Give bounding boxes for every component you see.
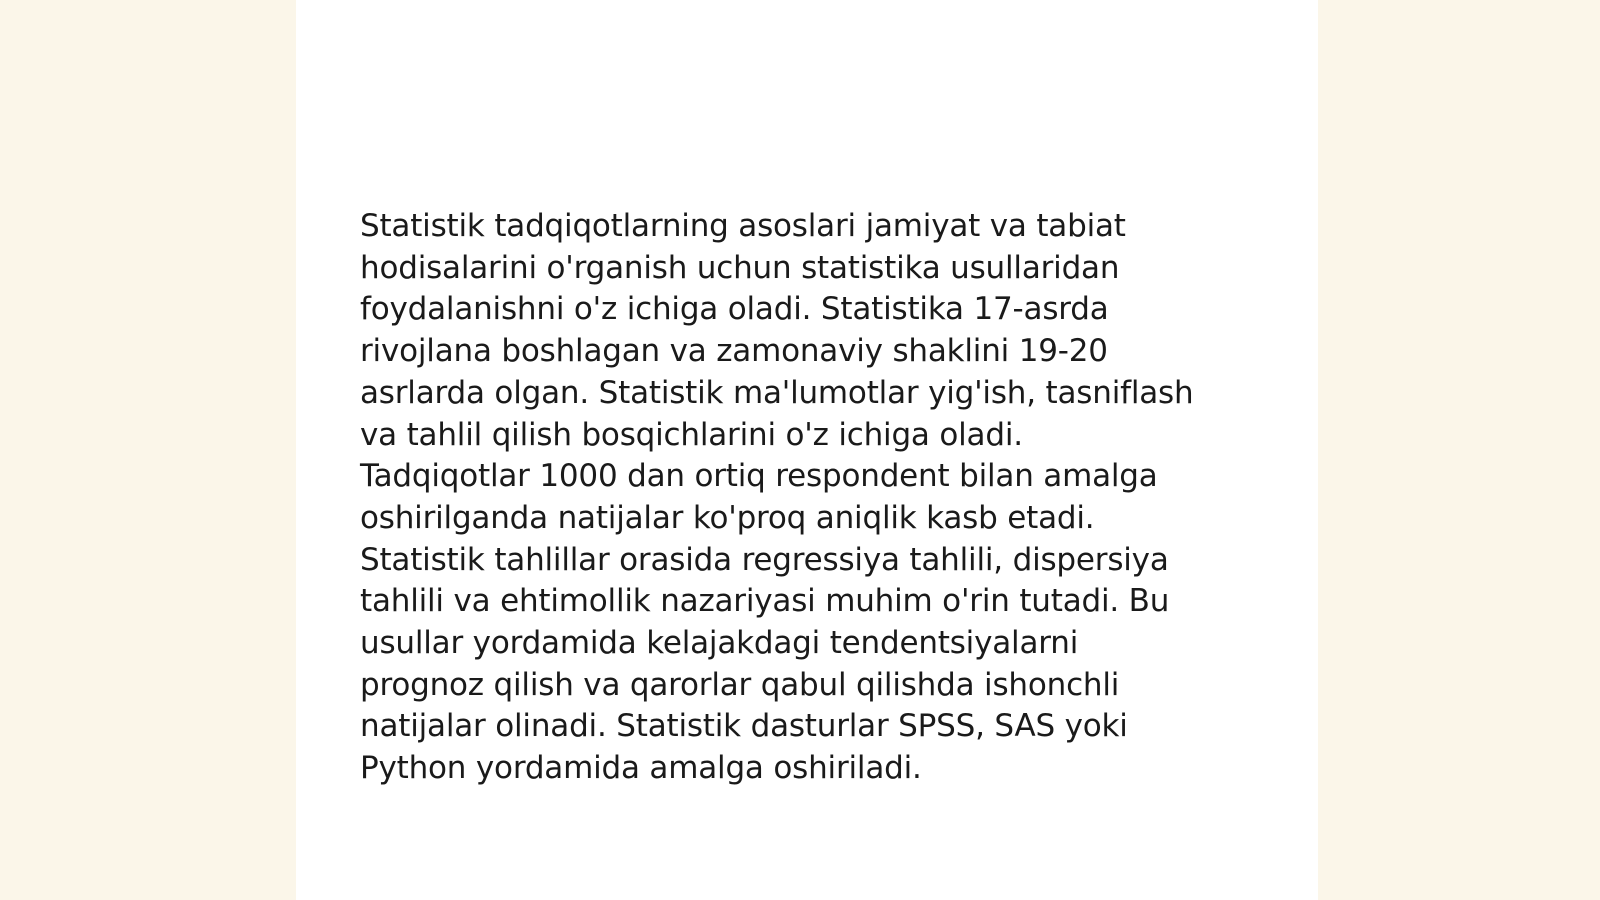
paragraph-line: usullar yordamida kelajakdagi tendentsiyalarni [360,625,1079,662]
slide-page [296,0,1318,900]
paragraph-line: foydalanishni o'z ichiga oladi. Statistika 17-asrda [360,291,1109,328]
paragraph-line: hodisalarini o'rganish uchun statistika usullaridan [360,249,1120,286]
paragraph-line: asrlarda olgan. Statistik ma'lumotlar yig'ish, tasniflash [360,374,1194,411]
paragraph-line: va tahlil qilish bosqichlarini o'z ichiga oladi. [360,416,1023,453]
paragraph-line: rivojlana boshlagan va zamonaviy shaklini 19-20 [360,333,1108,370]
paragraph-line: natijalar olinadi. Statistik dasturlar SPSS, SAS yoki [360,708,1128,745]
paragraph-line: prognoz qilish va qarorlar qabul qilishda ishonchli [360,666,1120,703]
paragraph-line: Python yordamida amalga oshiriladi. [360,750,922,787]
paragraph-line: Tadqiqotlar 1000 dan ortiq respondent bilan amalga [360,458,1158,495]
paragraph-line: Statistik tahlillar orasida regressiya tahlili, dispersiya [360,541,1169,578]
paragraph-line: tahlili va ehtimollik nazariyasi muhim o'rin tutadi. Bu [360,583,1170,620]
paragraph-line: oshirilganda natijalar ko'proq aniqlik kasb etadi. [360,499,1095,536]
body-paragraph [360,206,1260,790]
paragraph-line: Statistik tadqiqotlarning asoslari jamiyat va tabiat [360,208,1126,244]
